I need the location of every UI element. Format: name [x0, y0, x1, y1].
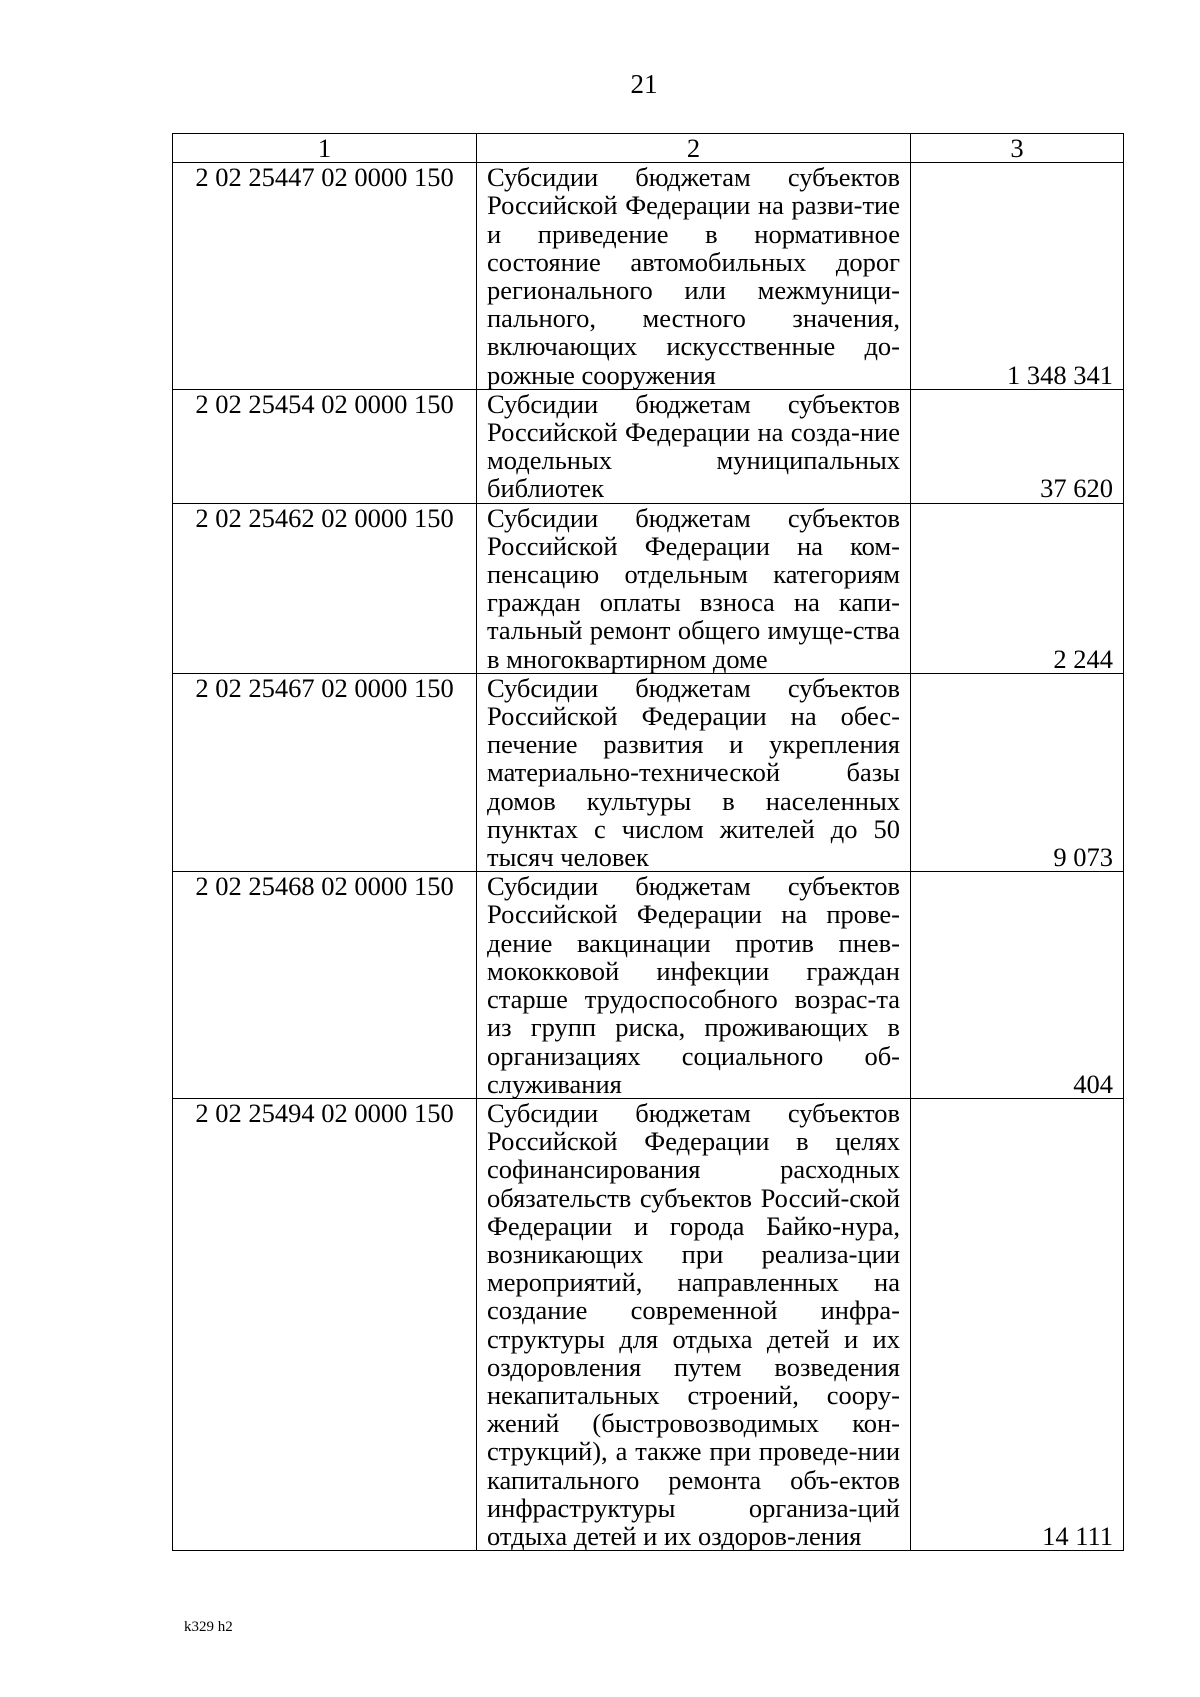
row-description: Субсидии бюджетам субъектов Российской Федерации на прове-дение вакцинации против пнев-мококковой инфекции граждан старше трудоспособного возрас-та из групп риска, проживающих в организациях социального об-служивания	[477, 872, 911, 1099]
budget-code: 2 02 25447 02 0000 150	[173, 163, 477, 390]
budget-code: 2 02 25468 02 0000 150	[173, 872, 477, 1099]
budget-code: 2 02 25462 02 0000 150	[173, 503, 477, 673]
table-row	[173, 872, 1124, 1099]
table-header-row	[173, 134, 1124, 163]
row-description: Субсидии бюджетам субъектов Российской Федерации на разви-тие и приведение в нормативное состояние автомобильных дорог регионального или межмуници-пального, местного значения, включающих искусственные до-рожные сооружения	[477, 163, 911, 390]
table-row	[173, 163, 1124, 390]
row-amount: 9 073	[911, 673, 1124, 871]
budget-code: 2 02 25494 02 0000 150	[173, 1098, 477, 1550]
row-amount: 37 620	[911, 389, 1124, 503]
budget-table	[172, 133, 1124, 1551]
row-amount: 1 348 341	[911, 163, 1124, 390]
page-number: 21	[630, 69, 658, 99]
row-amount: 404	[911, 872, 1124, 1099]
row-description: Субсидии бюджетам субъектов Российской Федерации на созда-ние модельных муниципальных библиотек	[477, 389, 911, 503]
table-row	[173, 389, 1124, 503]
table-row	[173, 1098, 1124, 1550]
row-amount: 14 111	[911, 1098, 1124, 1550]
column-header-1: 1	[173, 134, 477, 163]
budget-code: 2 02 25454 02 0000 150	[173, 389, 477, 503]
row-description: Субсидии бюджетам субъектов Российской Федерации в целях софинансирования расходных обязательств субъектов Россий-ской Федерации и города Байко-нура, возникающих при реализа-ции мероприятий, направленных на создание современной инфра-структуры для отдыха детей и их оздоровления путем возведения некапитальных строений, соору-жений (быстровозводимых кон-струкций), а также при проведе-нии капитального ремонта объ-ектов инфраструктуры организа-ций отдыха детей и их оздоров-ления	[477, 1098, 911, 1550]
column-header-2: 2	[477, 134, 911, 163]
row-description: Субсидии бюджетам субъектов Российской Федерации на ком-пенсацию отдельным категориям граждан оплаты взноса на капи-тальный ремонт общего имуще-ства в многоквартирном доме	[477, 503, 911, 673]
column-header-3: 3	[911, 134, 1124, 163]
row-description: Субсидии бюджетам субъектов Российской Федерации на обес-печение развития и укрепления материально-технической базы домов культуры в населенных пунктах с числом жителей до 50 тысяч человек	[477, 673, 911, 871]
row-amount: 2 244	[911, 503, 1124, 673]
budget-code: 2 02 25467 02 0000 150	[173, 673, 477, 871]
table-row	[173, 673, 1124, 871]
document-footer-code: k329 h2	[184, 1619, 233, 1635]
table-row	[173, 503, 1124, 673]
